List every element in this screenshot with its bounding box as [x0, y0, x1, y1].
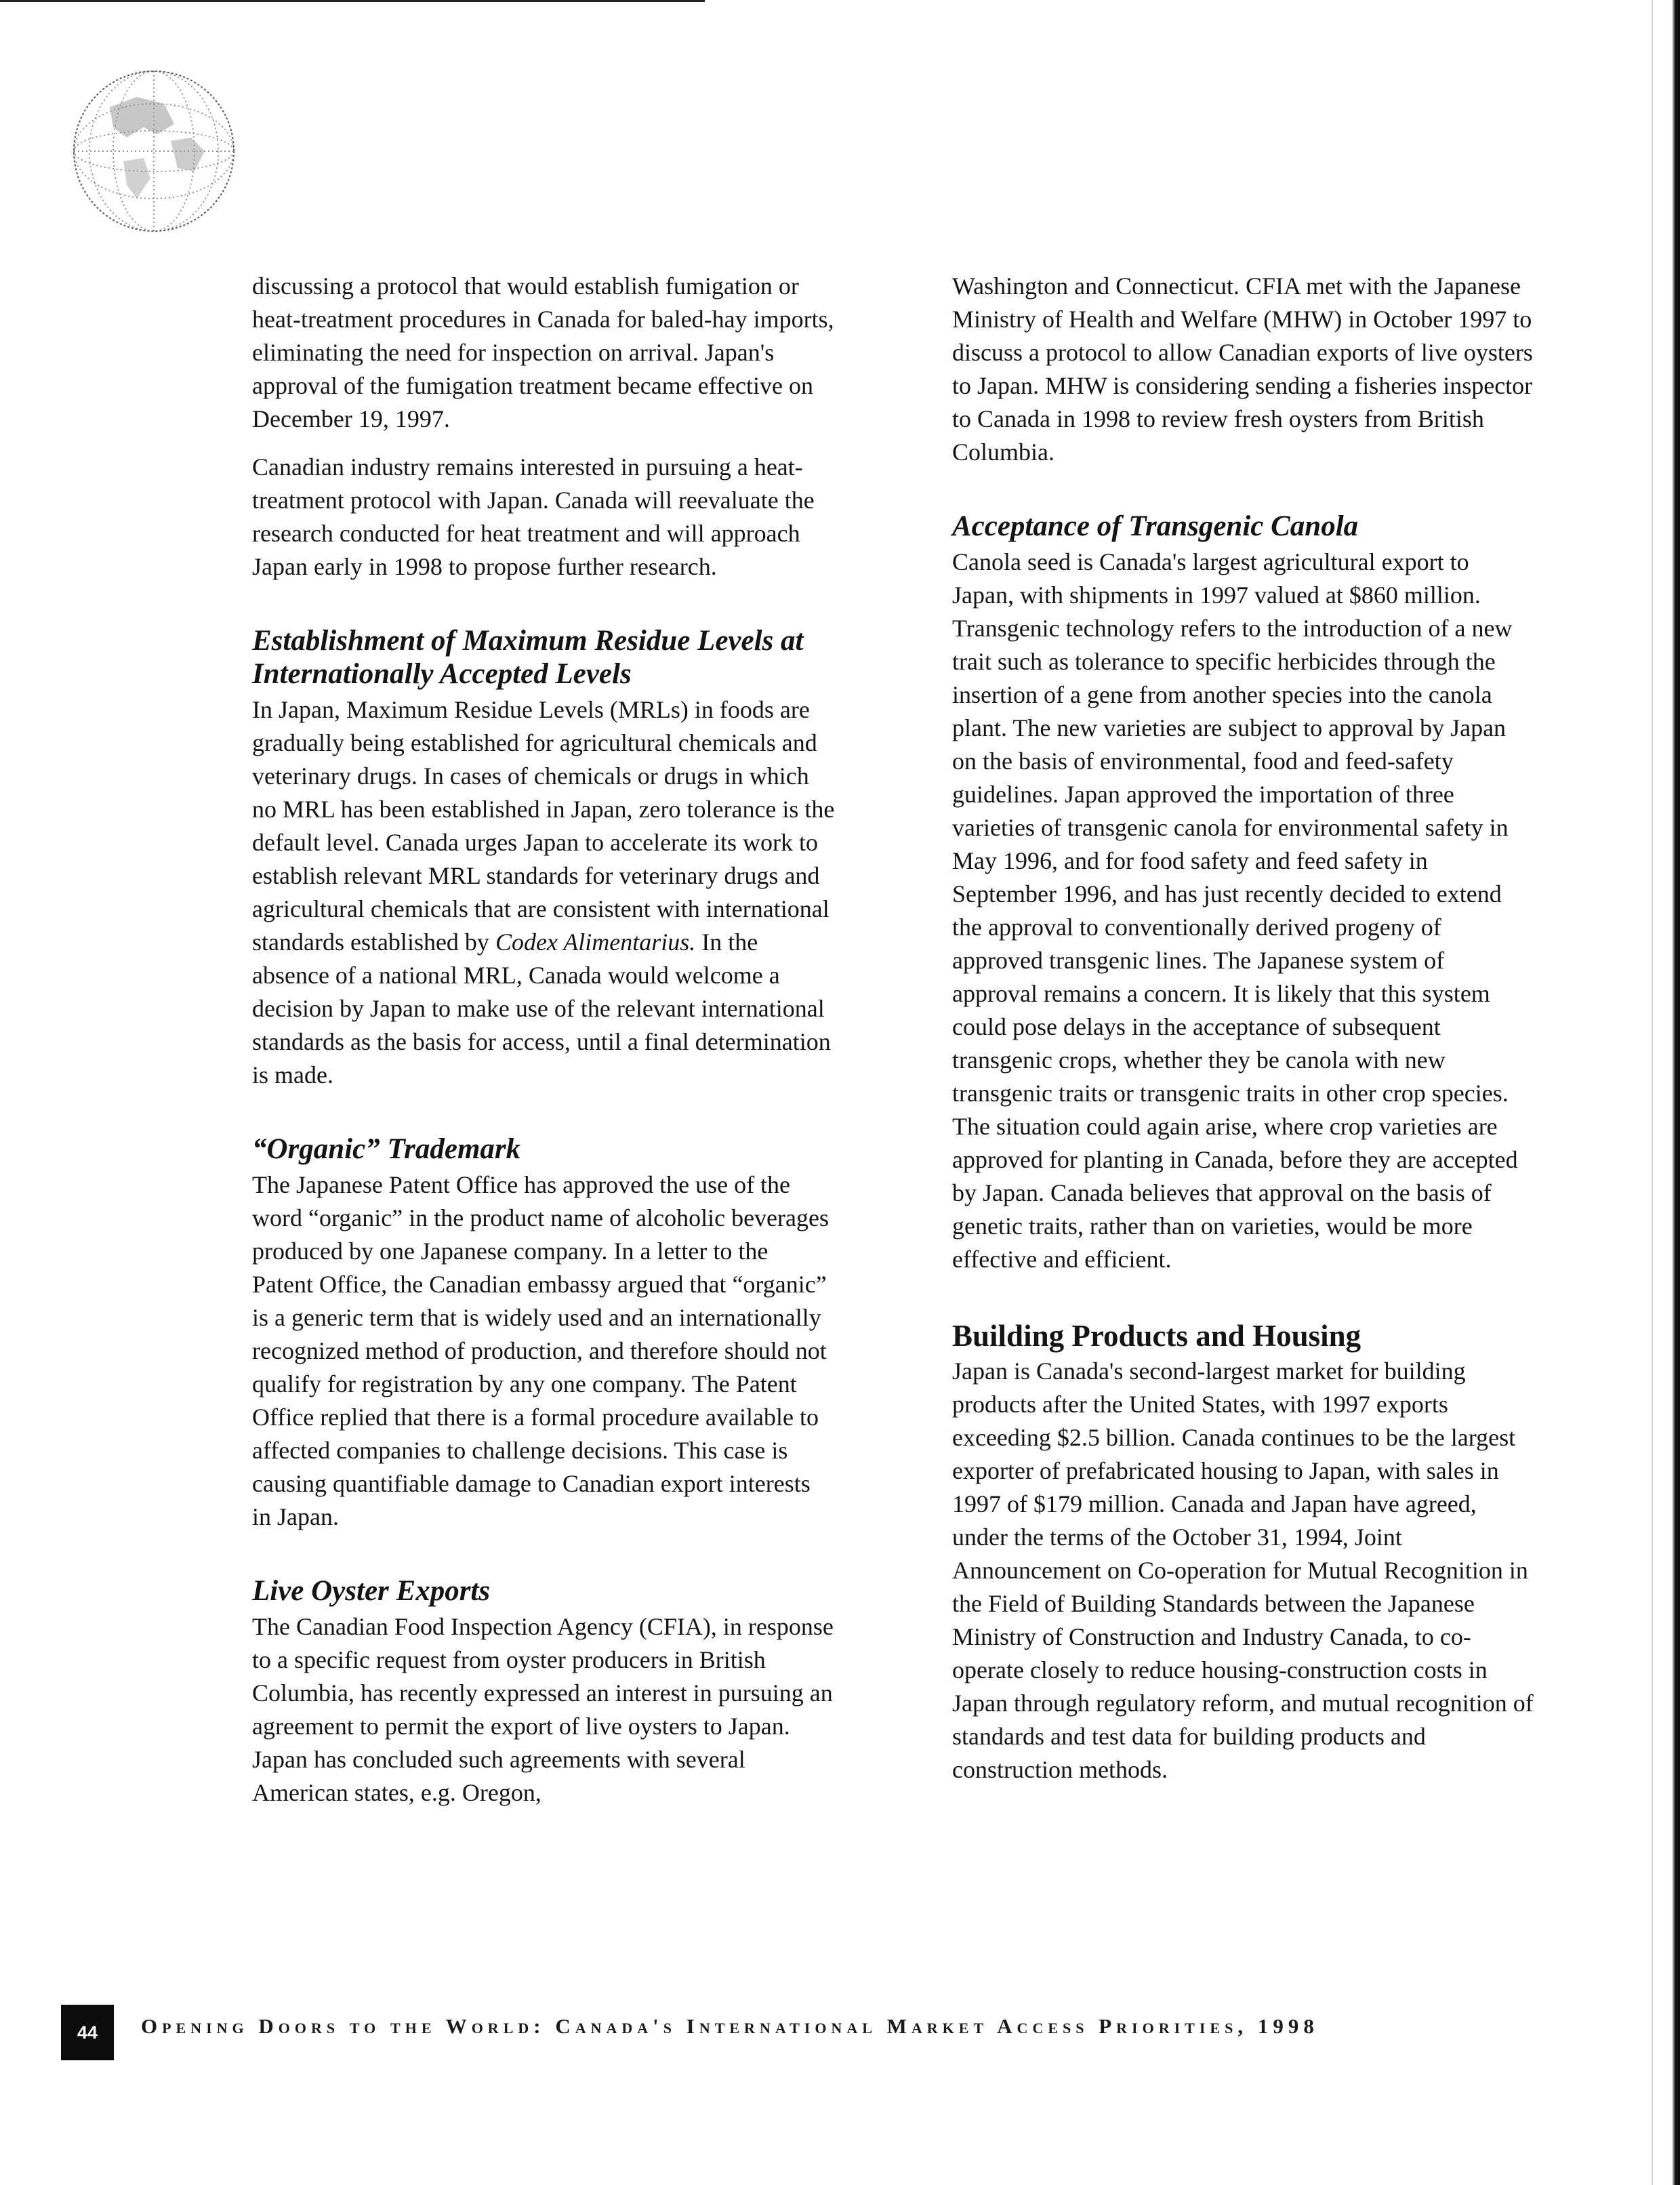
heading-transgenic-canola: Acceptance of Transgenic Canola	[952, 510, 1359, 542]
paragraph-building-products: Japan is Canada's second-largest market for building products after the United States, with 1997 exports exceeding $2.5 billion. Canada continues to be the largest exporter of prefabricated housing to Japan, with sales in 1997 of $179 million. Canada and Japan have agreed, under the terms of the October 31, 1994, Joint Announcement on Co-operation for Mutual Recognition in the Field of Building Standards between the Japanese Ministry of Construction and Industry Canada, to co-operate closely to reduce housing-construction costs in Japan through regulatory reform, and mutual recognition of standards and test data for building products and construction methods.	[952, 1357, 1534, 1783]
heading-organic-trademark: “Organic” Trademark	[252, 1133, 521, 1165]
right-column	[952, 270, 1535, 1801]
paragraph-maximum-residue-levels	[252, 693, 835, 1092]
left-column	[252, 270, 835, 1824]
scan-edge	[1672, 0, 1680, 2185]
heading-maximum-residue-levels: Establishment of Maximum Residue Levels at Internationally Accepted Levels	[252, 625, 804, 690]
scan-edge-line	[1652, 0, 1653, 2185]
paragraph-live-oyster-exports: The Canadian Food Inspection Agency (CFIA), in response to a specific request from oyster producers in British Columbia, has recently expressed an interest in pursuing an agreement to permit the export of live oysters to Japan. Japan has concluded such agreements with several American states, e.g. Oregon,	[252, 1613, 834, 1806]
paragraph-baled-hay: discussing a protocol that would establish fumigation or heat-treatment procedures in Canada for baled-hay imports, eliminating the need for inspection on arrival. Japan's approval of the fumigation treatment became effective on December 19, 1997.	[252, 272, 834, 432]
top-rule	[0, 0, 705, 2]
paragraph-transgenic-canola: Canola seed is Canada's largest agricultural export to Japan, with shipments in 1997 valued at $860 million. Transgenic technology refers to the introduction of a new trait such as tolerance to specific herbicides through the insertion of a gene from another species into the canola plant. The new varieties are subject to approval by Japan on the basis of environmental, food and feed-safety guidelines. Japan approved the importation of three varieties of transgenic canola for environmental safety in May 1996, and for food safety and feed safety in September 1996, and has just recently decided to extend the approval to conventionally derived progeny of approved transgenic lines. The Japanese system of approval remains a concern. It is likely that this system could pose delays in the acceptance of subsequent transgenic crops, whether they be canola with new transgenic traits or transgenic traits in other crop species. The situation could again arise, where crop varieties are approved for planting in Canada, before they are accepted by Japan. Canada believes that approval on the basis of genetic traits, rather than on varieties, would be more effective and efficient.	[952, 548, 1518, 1273]
paragraph-oyster-continued: Washington and Connecticut. CFIA met with the Japanese Ministry of Health and Welfare (MHW) in October 1997 to discuss a protocol to allow Canadian exports of live oysters to Japan. MHW is considering sending a fisheries inspector to Canada in 1998 to review fresh oysters from British Columbia.	[952, 272, 1533, 466]
codex-reference: Codex Alimentarius.	[495, 928, 696, 956]
heading-live-oyster-exports: Live Oyster Exports	[252, 1575, 491, 1607]
globe-icon	[62, 60, 245, 243]
paragraph-heat-treatment: Canadian industry remains interested in pursuing a heat-treatment protocol with Japan. Canada will reevaluate the research conducted for heat treatment and will approach Japan early in 1998 to propose further research.	[252, 453, 815, 580]
page-number: 44	[61, 2005, 114, 2060]
paragraph-organic-trademark: The Japanese Patent Office has approved the use of the word “organic” in the product name of alcoholic beverages produced by one Japanese company. In a letter to the Patent Office, the Canadian embassy argued that “organic” is a generic term that is widely used and an internationally recognized method of production, and therefore should not qualify for registration by any one company. The Patent Office replied that there is a formal procedure available to affected companies to challenge decisions. This case is causing quantifiable damage to Canadian export interests in Japan.	[252, 1171, 829, 1530]
mrl-text-after: In the absence of a national MRL, Canada would welcome a decision by Japan to make use of the relevant international standards as the basis for access, until a final determination is made.	[252, 928, 831, 1088]
page-footer	[61, 2005, 1620, 2066]
mrl-text-before: In Japan, Maximum Residue Levels (MRLs) in foods are gradually being established for agricultural chemicals and veterinary drugs. In cases of chemicals or drugs in which no MRL has been established in Japan, zero tolerance is the default level. Canada urges Japan to accelerate its work to establish relevant MRL standards for veterinary drugs and agricultural chemicals that are consistent with international standards established by	[252, 696, 835, 956]
running-title: Opening Doors to the World: Canada's International Market Access Priorities, 1998	[141, 2014, 1319, 2038]
heading-building-products: Building Products and Housing	[952, 1319, 1361, 1353]
